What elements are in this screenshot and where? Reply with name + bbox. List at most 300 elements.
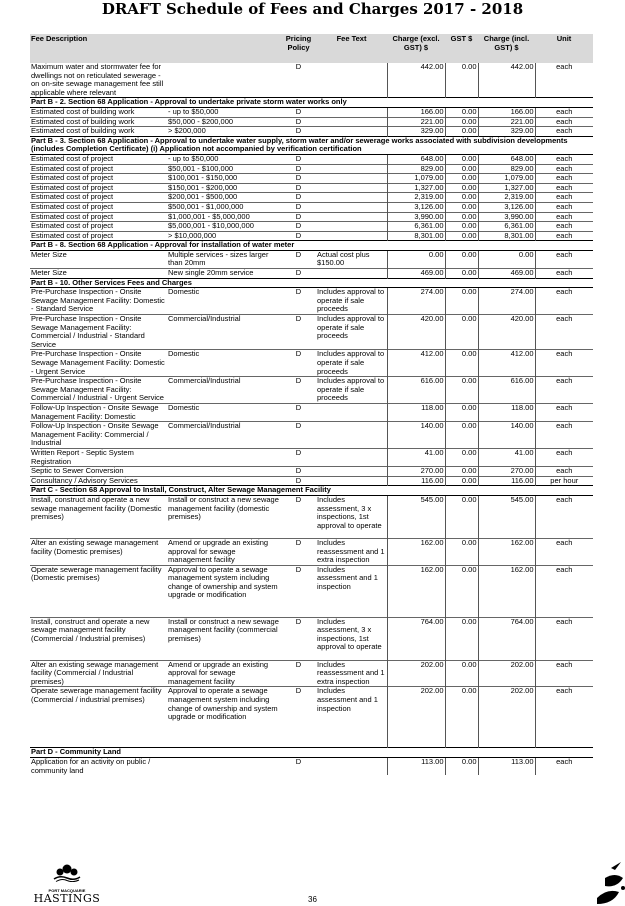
fee-text [316,231,387,241]
fee-text: Includes assessment, 3 x inspections, 1st approval to operate [316,617,387,660]
charge-excl-gst: 162.00 [387,565,445,617]
fee-description: Estimated cost of project [30,183,167,193]
charge-incl-gst: 41.00 [478,448,535,466]
table-row [30,315,593,350]
pricing-policy: D [281,403,316,421]
pricing-policy: D [281,617,316,660]
charge-excl-gst: 469.00 [387,269,445,279]
fee-text: Includes assessment, 3 x inspections, 1st approval to operate [316,495,387,538]
fee-subdescription: Install or construct a new sewage management facility (commercial premises) [167,617,281,660]
unit: each [535,617,593,660]
charge-incl-gst: 420.00 [478,315,535,350]
fee-text [316,202,387,212]
charge-excl-gst: 202.00 [387,687,445,748]
unit: each [535,212,593,222]
gst-amount: 0.00 [445,127,478,137]
fee-description: Estimated cost of project [30,222,167,232]
gst-amount: 0.00 [445,467,478,477]
gst-amount: 0.00 [445,164,478,174]
gst-amount: 0.00 [445,758,478,776]
charge-excl-gst: 270.00 [387,467,445,477]
fee-description: Operate sewerage management facility (Commercial / industrial premises) [30,687,167,748]
table-header-row [30,34,593,63]
charge-excl-gst: 118.00 [387,403,445,421]
column-header-charge-incl: Charge (incl. GST) $ [478,34,535,63]
pricing-policy: D [281,174,316,184]
fee-subdescription: $500,001 - $1,000,000 [167,202,281,212]
fee-text [316,154,387,164]
charge-incl-gst: 118.00 [478,403,535,421]
table-row [30,250,593,268]
charge-excl-gst: 140.00 [387,422,445,449]
pricing-policy: D [281,448,316,466]
pricing-policy: D [281,758,316,776]
fee-text [316,269,387,279]
table-row [30,231,593,241]
charge-incl-gst: 545.00 [478,495,535,538]
unit: each [535,183,593,193]
gst-amount: 0.00 [445,250,478,268]
page-number: 36 [308,895,317,904]
section-header-row [30,241,593,251]
charge-incl-gst: 442.00 [478,63,535,98]
fee-description: Estimated cost of building work [30,117,167,127]
gst-amount: 0.00 [445,212,478,222]
fee-description: Pre-Purchase Inspection - Onsite Sewage Management Facility: Commercial / Industrial - Urgent Service [30,377,167,404]
unit: each [535,538,593,565]
fee-description: Septic to Sewer Conversion [30,467,167,477]
pricing-policy: D [281,117,316,127]
gst-amount: 0.00 [445,377,478,404]
gst-amount: 0.00 [445,231,478,241]
fee-text [316,422,387,449]
charge-incl-gst: 616.00 [478,377,535,404]
pricing-policy: D [281,467,316,477]
table-row [30,107,593,117]
gst-amount: 0.00 [445,269,478,279]
table-row [30,476,593,486]
charge-incl-gst: 221.00 [478,117,535,127]
fee-text: Includes approval to operate if sale proceeds [316,377,387,404]
column-header-pricing-policy: Pricing Policy [281,34,316,63]
gst-amount: 0.00 [445,350,478,377]
fee-text [316,63,387,98]
fee-subdescription: Commercial/Industrial [167,377,281,404]
pricing-policy: D [281,231,316,241]
gst-amount: 0.00 [445,107,478,117]
fee-description: Estimated cost of project [30,231,167,241]
section-header-row [30,486,593,496]
fee-subdescription: - up to $50,000 [167,107,281,117]
decorative-leaf-mark-icon [575,858,625,906]
pricing-policy: D [281,250,316,268]
pricing-policy: D [281,202,316,212]
gst-amount: 0.00 [445,222,478,232]
fee-subdescription: Commercial/Industrial [167,422,281,449]
section-header-row [30,98,593,108]
fee-text [316,107,387,117]
charge-incl-gst: 274.00 [478,288,535,315]
table-row [30,758,593,776]
fee-description: Estimated cost of project [30,202,167,212]
logo-text-line2: HASTINGS [33,892,101,905]
fee-text: Includes approval to operate if sale proceeds [316,350,387,377]
fee-text [316,164,387,174]
table-row [30,660,593,687]
charge-excl-gst: 442.00 [387,63,445,98]
fee-subdescription [167,758,281,776]
fee-subdescription: - up to $50,000 [167,154,281,164]
pricing-policy: D [281,288,316,315]
charge-incl-gst: 469.00 [478,269,535,279]
fee-description: Meter Size [30,250,167,268]
section-header-row [30,748,593,758]
charge-incl-gst: 270.00 [478,467,535,477]
charge-excl-gst: 829.00 [387,164,445,174]
table-row [30,212,593,222]
logo-text-line1: PORT MACQUARIE [48,888,86,893]
section-title: Part B - 8. Section 68 Application - Approval for installation of water meter [30,241,593,251]
charge-incl-gst: 2,319.00 [478,193,535,203]
charge-excl-gst: 166.00 [387,107,445,117]
unit: each [535,758,593,776]
table-row [30,495,593,538]
unit: each [535,377,593,404]
charge-excl-gst: 202.00 [387,660,445,687]
charge-excl-gst: 1,079.00 [387,174,445,184]
fee-description: Estimated cost of building work [30,127,167,137]
pricing-policy: D [281,538,316,565]
section-header-row [30,136,593,154]
fee-subdescription: Install or construct a new sewage management facility (domestic premises) [167,495,281,538]
charge-incl-gst: 412.00 [478,350,535,377]
fee-subdescription: $100,001 - $150,000 [167,174,281,184]
gst-amount: 0.00 [445,193,478,203]
charge-incl-gst: 8,301.00 [478,231,535,241]
table-row [30,164,593,174]
charge-excl-gst: 116.00 [387,476,445,486]
pricing-policy: D [281,212,316,222]
unit: each [535,250,593,268]
fee-description: Pre-Purchase Inspection - Onsite Sewage Management Facility: Domestic - Standard Service [30,288,167,315]
page-title: DRAFT Schedule of Fees and Charges 2017 - 2018 [101,0,524,18]
fee-subdescription: Commercial/Industrial [167,315,281,350]
fee-subdescription: Amend or upgrade an existing approval for sewage management facility [167,660,281,687]
fee-subdescription: New single 20mm service [167,269,281,279]
fee-description: Estimated cost of building work [30,107,167,117]
unit: each [535,164,593,174]
fee-text [316,127,387,137]
table-row [30,565,593,617]
gst-amount: 0.00 [445,288,478,315]
charge-excl-gst: 274.00 [387,288,445,315]
fee-description: Follow-Up Inspection - Onsite Sewage Management Facility: Commercial / Industrial [30,422,167,449]
gst-amount: 0.00 [445,565,478,617]
table-row [30,377,593,404]
fee-text [316,183,387,193]
fee-subdescription: > $10,000,000 [167,231,281,241]
table-row [30,127,593,137]
section-title: Part B - 2. Section 68 Application - Approval to undertake private storm water works only [30,98,593,108]
gst-amount: 0.00 [461,63,477,71]
column-header-charge-excl: Charge (excl. GST) $ [387,34,445,63]
pricing-policy: D [281,164,316,174]
fee-subdescription: $1,000,001 - $5,000,000 [167,212,281,222]
gst-amount: 0.00 [445,538,478,565]
gst-amount: 0.00 [445,660,478,687]
charge-incl-gst: 166.00 [478,107,535,117]
charge-incl-gst: 140.00 [478,422,535,449]
charge-incl-gst: 162.00 [478,538,535,565]
table-row [30,448,593,466]
fee-subdescription: $50,000 - $200,000 [167,117,281,127]
charge-excl-gst: 3,990.00 [387,212,445,222]
charge-excl-gst: 648.00 [387,154,445,164]
fee-subdescription [167,63,281,98]
charge-incl-gst: 3,990.00 [478,212,535,222]
charge-incl-gst: 202.00 [478,687,535,748]
section-title: Part B - 3. Section 68 Application - Approval to undertake water supply, storm water and/or sewerage works associated with subdivision developments (includes Completion Certificate) (i) Application not accompanied by verification certification [30,136,593,154]
charge-excl-gst: 41.00 [387,448,445,466]
pricing-policy: D [281,222,316,232]
fee-description: Written Report - Septic System Registration [30,448,167,466]
charge-excl-gst: 2,319.00 [387,193,445,203]
unit: each [535,288,593,315]
fee-subdescription: $50,001 - $100,000 [167,164,281,174]
column-header-description: Fee Description [30,34,281,63]
charge-excl-gst: 8,301.00 [387,231,445,241]
fee-description: Application for an activity on public / community land [30,758,167,776]
column-header-unit: Unit [535,34,593,63]
fee-description: Follow-Up Inspection - Onsite Sewage Management Facility: Domestic [30,403,167,421]
section-title: Part C - Section 68 Approval to Install, Construct, Alter Sewage Management Facility [30,486,593,496]
pricing-policy: D [281,660,316,687]
fee-text [316,222,387,232]
pricing-policy: D [281,476,316,486]
fee-text: Includes approval to operate if sale proceeds [316,288,387,315]
pricing-policy: D [281,183,316,193]
charge-excl-gst: 412.00 [387,350,445,377]
table-row [30,687,593,748]
fees-table-body [30,63,593,775]
fee-description: Consultancy / Advisory Services [30,476,167,486]
unit: each [535,202,593,212]
pricing-policy: D [281,269,316,279]
fee-subdescription: Approval to operate a sewage management system including change of ownership and system upgrade or modification [167,565,281,617]
section-title: Part D - Community Land [30,748,593,758]
table-row [30,350,593,377]
fee-description: Estimated cost of project [30,193,167,203]
charge-excl-gst: 329.00 [387,127,445,137]
gst-amount: 0.00 [445,202,478,212]
fee-subdescription: $150,001 - $200,000 [167,183,281,193]
fee-subdescription: $5,000,001 - $10,000,000 [167,222,281,232]
charge-excl-gst: 0.00 [387,250,445,268]
charge-excl-gst: 764.00 [387,617,445,660]
table-row [30,288,593,315]
pricing-policy: D [281,127,316,137]
gst-amount: 0.00 [445,315,478,350]
unit: each [535,127,593,137]
fee-subdescription: Domestic [167,403,281,421]
charge-incl-gst: 329.00 [478,127,535,137]
gst-amount: 0.00 [445,117,478,127]
gst-amount: 0.00 [445,495,478,538]
fee-description: Install, construct and operate a new sewage management facility (Domestic premises) [30,495,167,538]
charge-incl-gst: 202.00 [478,660,535,687]
unit: each [535,467,593,477]
table-row [30,174,593,184]
column-header-fee-text: Fee Text [316,34,387,63]
fee-subdescription: Domestic [167,288,281,315]
unit: each [535,107,593,117]
pricing-policy: D [281,495,316,538]
fee-text [316,448,387,466]
pricing-policy: D [281,377,316,404]
table-row [30,63,593,98]
fee-text [316,758,387,776]
fee-description: Estimated cost of project [30,164,167,174]
fee-description: Maximum water and stormwater fee for dwellings not on reticulated sewerage - on on-site sewage management fee still applicable where relevant [31,63,164,97]
table-row [30,222,593,232]
gst-amount: 0.00 [445,403,478,421]
fee-text [316,193,387,203]
section-header-row [30,278,593,288]
column-header-gst: GST $ [445,34,478,63]
fee-description: Estimated cost of project [30,212,167,222]
pricing-policy: D [281,565,316,617]
unit: each [535,117,593,127]
table-row [30,117,593,127]
unit: each [535,565,593,617]
fee-subdescription: $200,001 - $500,000 [167,193,281,203]
fee-text [316,476,387,486]
charge-incl-gst: 113.00 [478,758,535,776]
fee-subdescription: Domestic [167,350,281,377]
table-row [30,467,593,477]
charge-incl-gst: 648.00 [478,154,535,164]
charge-excl-gst: 221.00 [387,117,445,127]
gst-amount: 0.00 [445,174,478,184]
fee-description: Meter Size [30,269,167,279]
fee-text: Includes assessment and 1 inspection [316,687,387,748]
unit: each [535,315,593,350]
table-row [30,154,593,164]
unit: per hour [535,476,593,486]
charge-incl-gst: 0.00 [478,250,535,268]
section-title: Part B - 10. Other Services Fees and Charges [30,278,593,288]
fee-subdescription: Multiple services - sizes larger than 20mm [167,250,281,268]
table-row [30,269,593,279]
fees-table [30,34,593,775]
gst-amount: 0.00 [445,476,478,486]
fee-text: Includes assessment and 1 inspection [316,565,387,617]
pricing-policy: D [295,63,302,71]
charge-excl-gst: 616.00 [387,377,445,404]
fee-subdescription [167,476,281,486]
table-row [30,202,593,212]
table-row [30,403,593,421]
fee-text [316,467,387,477]
pricing-policy: D [281,687,316,748]
unit: each [556,63,573,71]
fee-subdescription [167,448,281,466]
unit: each [535,350,593,377]
fee-subdescription: > $200,000 [167,127,281,137]
gst-amount: 0.00 [445,183,478,193]
charge-excl-gst: 3,126.00 [387,202,445,212]
unit: each [535,448,593,466]
fee-text [316,117,387,127]
charge-incl-gst: 829.00 [478,164,535,174]
pricing-policy: D [281,154,316,164]
unit: each [535,222,593,232]
charge-incl-gst: 116.00 [478,476,535,486]
pricing-policy: D [281,193,316,203]
unit: each [535,660,593,687]
gst-amount: 0.00 [445,687,478,748]
unit: each [535,193,593,203]
unit: each [535,269,593,279]
gst-amount: 0.00 [445,448,478,466]
charge-excl-gst: 545.00 [387,495,445,538]
fee-description: Estimated cost of project [30,154,167,164]
fee-subdescription: Approval to operate a sewage management system including change of ownership and system upgrade or modification [167,687,281,748]
pricing-policy: D [281,315,316,350]
unit: each [535,422,593,449]
charge-incl-gst: 6,361.00 [478,222,535,232]
gst-amount: 0.00 [445,422,478,449]
gst-amount: 0.00 [445,617,478,660]
charge-incl-gst: 162.00 [478,565,535,617]
council-tree-logo-icon [52,864,82,882]
charge-excl-gst: 113.00 [387,758,445,776]
unit: each [535,403,593,421]
fee-subdescription [167,467,281,477]
unit: each [535,231,593,241]
charge-incl-gst: 764.00 [478,617,535,660]
pricing-policy: D [281,350,316,377]
fee-description: Pre-Purchase Inspection - Onsite Sewage Management Facility: Commercial / Industrial - Standard Service [30,315,167,350]
unit: each [535,495,593,538]
charge-excl-gst: 1,327.00 [387,183,445,193]
charge-incl-gst: 1,079.00 [478,174,535,184]
fee-subdescription: Amend or upgrade an existing approval for sewage management facility [167,538,281,565]
fee-text: Includes reassessment and 1 extra inspection [316,538,387,565]
table-row [30,193,593,203]
fee-description: Install, construct and operate a new sewage management facility (Commercial / Industrial premises) [30,617,167,660]
charge-excl-gst: 162.00 [387,538,445,565]
fee-text: Includes reassessment and 1 extra inspection [316,660,387,687]
gst-amount: 0.00 [445,154,478,164]
table-row [30,422,593,449]
table-row [30,617,593,660]
fee-description: Pre-Purchase Inspection - Onsite Sewage Management Facility: Domestic - Urgent Service [30,350,167,377]
fee-text [316,174,387,184]
pricing-policy: D [281,107,316,117]
charge-incl-gst: 3,126.00 [478,202,535,212]
fee-description: Operate sewerage management facility (Domestic premises) [30,565,167,617]
pricing-policy: D [281,422,316,449]
fee-text [316,212,387,222]
unit: each [535,154,593,164]
fee-text [316,403,387,421]
unit: each [535,174,593,184]
fee-text: Includes approval to operate if sale proceeds [316,315,387,350]
charge-excl-gst: 420.00 [387,315,445,350]
table-row [30,183,593,193]
fee-text: Actual cost plus $150.00 [316,250,387,268]
